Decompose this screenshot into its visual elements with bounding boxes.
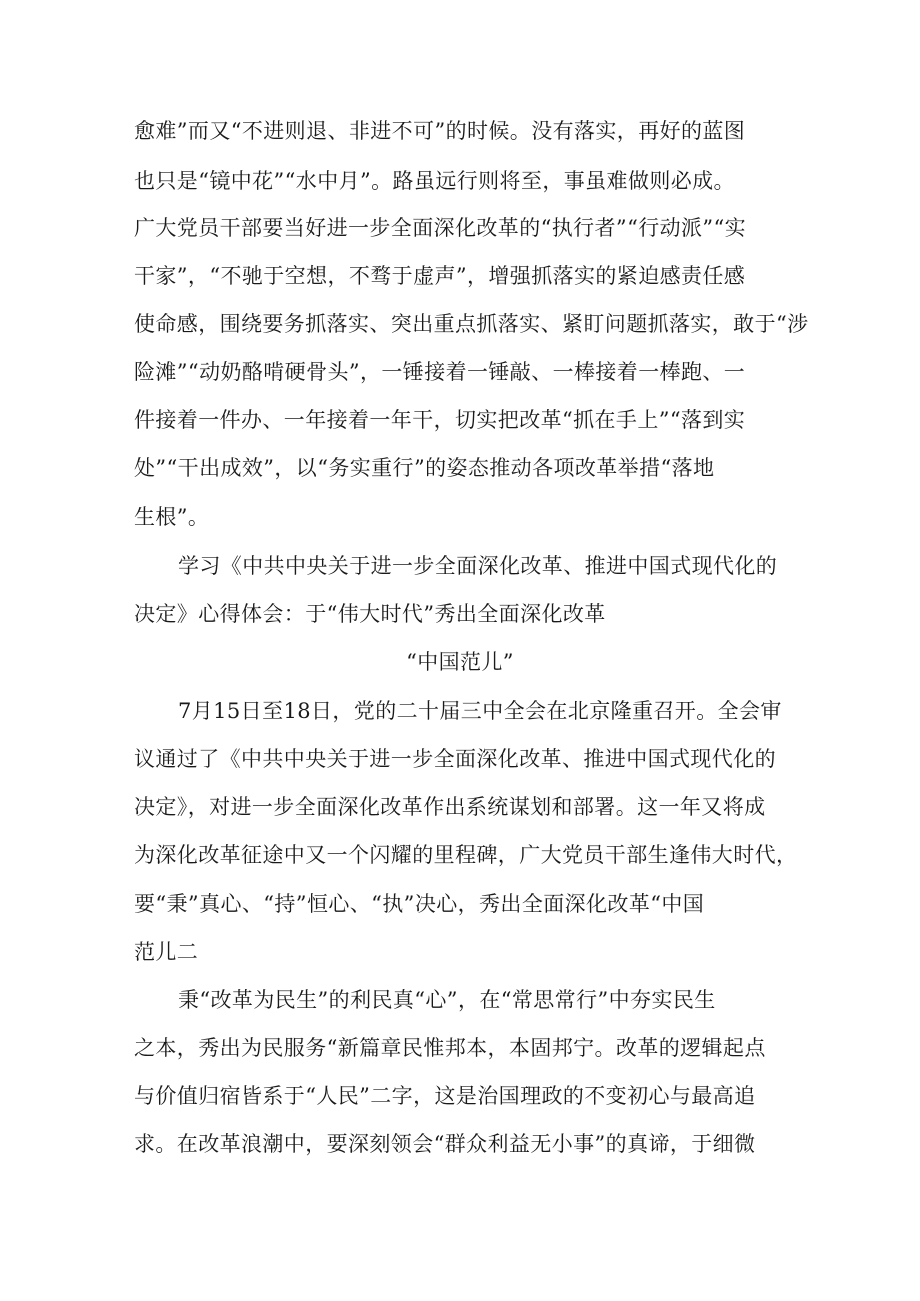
text-line: 广大党员干部要当好进一步全面深化改革的“执行者”“行动派”“实 xyxy=(134,216,747,240)
text-line: 为深化改革征途中又一个闪耀的里程碑，广大党员干部生逢伟大时代， xyxy=(134,843,798,867)
text-line: 使命感，围绕要务抓落实、突出重点抓落实、紧盯问题抓落实，敢于“涉 xyxy=(134,312,809,336)
text-line: 范儿二 xyxy=(134,940,199,964)
text-line: 要“秉”真心、“持”恒心、“执”决心，秀出全面深化改革“中国 xyxy=(134,892,705,916)
text-line: 生根”。 xyxy=(134,505,210,529)
article-title-line: 决定》心得体会：于“伟大时代”秀出全面深化改革 xyxy=(134,602,606,626)
text-line: 之本，秀出为民服务“新篇章民惟邦本，本固邦宁。改革的逻辑起点 xyxy=(134,1036,766,1060)
text-line: 求。在改革浪潮中，要深刻领会“群众利益无小事”的真谛，于细微 xyxy=(134,1132,756,1156)
text-line: 愈难”而又“不进则退、非进不可”的时候。没有落实，再好的蓝图 xyxy=(134,119,746,143)
text-line: 议通过了《中共中央关于进一步全面深化改革、推进中国式现代化的 xyxy=(134,747,776,771)
text-line: 件接着一件办、一年接着一年干，切实把改革“抓在手上”“落到实 xyxy=(134,408,746,432)
text-line: 秉“改革为民生”的利民真“心”，在“常思常行”中夯实民生 xyxy=(178,988,716,1012)
text-line: 处”“干出成效”，以“务实重行”的姿态推动各项改革举措“落地 xyxy=(134,456,715,480)
article-title-line: 学习《中共中央关于进一步全面深化改革、推进中国式现代化的 xyxy=(178,554,778,578)
article-title-line: “中国范儿” xyxy=(406,650,514,674)
text-line: 也只是“镜中花”“水中月”。路虽远行则将至，事虽难做则必成。 xyxy=(134,169,735,193)
text-line: 险滩”“动奶酪啃硬骨头”，一锤接着一锤敲、一棒接着一棒跑、一 xyxy=(134,360,746,384)
text-line: 干家”，“不驰于空想，不骛于虚声”，增强抓落实的紧迫感责任感 xyxy=(134,264,746,288)
text-line: 7月15日至18日，党的二十届三中全会在北京隆重召开。全会审 xyxy=(178,699,782,723)
text-line: 与价值归宿皆系于“人民”二字，这是治国理政的不变初心与最高追 xyxy=(134,1084,756,1108)
text-line: 决定》，对进一步全面深化改革作出系统谋划和部署。这一年又将成 xyxy=(134,795,766,819)
